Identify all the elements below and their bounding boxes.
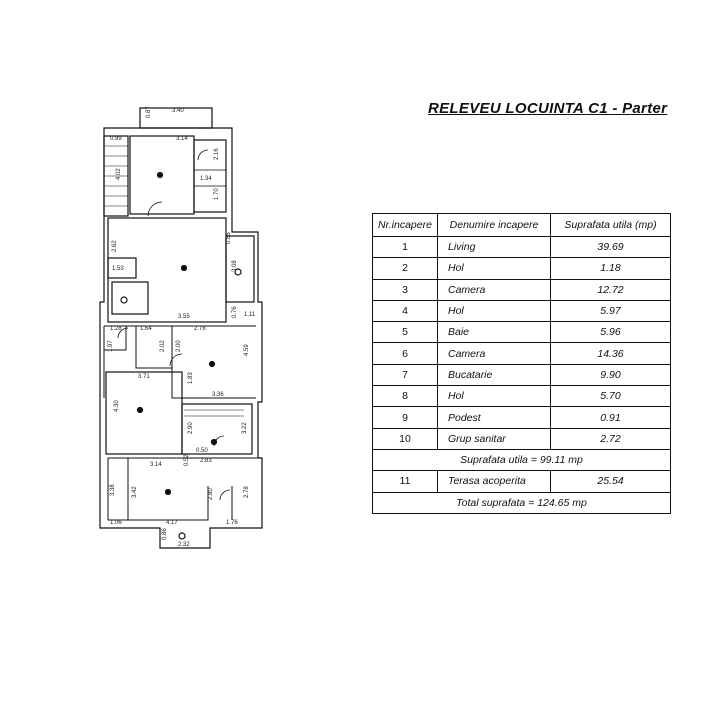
room-name: Bucatarie — [438, 364, 551, 385]
table-row — [373, 258, 671, 279]
page-title: RELEVEU LOCUINTA C1 - Parter — [428, 100, 668, 117]
table-row — [373, 322, 671, 343]
room-name: Camera — [438, 279, 551, 300]
subtotal-row — [373, 449, 671, 470]
table-row — [373, 300, 671, 321]
room-name: Living — [438, 237, 551, 258]
table-row — [373, 279, 671, 300]
dim-label: 1.06 — [110, 520, 122, 526]
dim-label: 4.17 — [166, 520, 178, 526]
room-name: Podest — [438, 407, 551, 428]
dim-label: 2.00 — [176, 340, 182, 352]
room-nr: 3 — [373, 279, 438, 300]
table-row — [373, 407, 671, 428]
table-header-row — [373, 214, 671, 237]
room-area: 5.70 — [551, 386, 671, 407]
dim-label: 3.38 — [110, 484, 116, 496]
dim-label: 3.14 — [150, 462, 162, 468]
room-name: Grup sanitar — [438, 428, 551, 449]
dim-label: 1.11 — [244, 312, 256, 318]
room-area: 12.72 — [551, 279, 671, 300]
dim-label: 0.87 — [146, 106, 152, 118]
room-area: 14.36 — [551, 343, 671, 364]
room-nr: 4 — [373, 300, 438, 321]
dim-label: 0.85 — [226, 232, 232, 244]
room-nr: 8 — [373, 386, 438, 407]
dim-label: 3.71 — [138, 374, 150, 380]
dim-label: 4.59 — [244, 344, 250, 356]
dim-label: 0.99 — [110, 136, 122, 142]
room-area-table — [372, 213, 671, 514]
plan-walls — [100, 108, 262, 548]
dim-label: 0.86 — [162, 528, 168, 540]
dim-label: 3.36 — [212, 392, 224, 398]
column-header-nr: Nr.incapere — [373, 214, 438, 237]
room-name: Baie — [438, 322, 551, 343]
dim-label: 3.40 — [172, 108, 184, 114]
room-name: Hol — [438, 258, 551, 279]
dim-label: 1.76 — [226, 520, 238, 526]
room-area: 5.97 — [551, 300, 671, 321]
dim-label: 0.76 — [232, 306, 238, 318]
table-row — [373, 428, 671, 449]
room-area: 9.90 — [551, 364, 671, 385]
dim-label: 1.70 — [214, 188, 220, 200]
dim-label: 3.14 — [176, 136, 188, 142]
table-row — [373, 471, 671, 492]
dim-label: 3.08 — [232, 260, 238, 272]
dim-label: 2.16 — [214, 148, 220, 160]
dim-label: 1.83 — [188, 372, 194, 384]
dim-label: 2.32 — [178, 542, 190, 548]
room-nr: 2 — [373, 258, 438, 279]
total-text: Total suprafata = 124.65 mp — [373, 492, 671, 513]
subtotal-text: Suprafata utila = 99.11 mp — [373, 449, 671, 470]
room-name: Terasa acoperita — [438, 471, 551, 492]
dim-label: 4.02 — [116, 168, 122, 180]
column-header-area: Suprafata utila (mp) — [551, 214, 671, 237]
room-area: 1.18 — [551, 258, 671, 279]
dim-label: 0.50 — [196, 448, 208, 454]
dim-label: 2.78 — [194, 326, 206, 332]
room-area: 5.96 — [551, 322, 671, 343]
room-nr: 9 — [373, 407, 438, 428]
room-nr: 5 — [373, 322, 438, 343]
table-row — [373, 237, 671, 258]
room-name: Camera — [438, 343, 551, 364]
room-area: 2.72 — [551, 428, 671, 449]
dim-label: 4.30 — [114, 400, 120, 412]
dim-label: 2.62 — [112, 240, 118, 252]
room-area: 39.69 — [551, 237, 671, 258]
table-row — [373, 343, 671, 364]
room-area: 0.91 — [551, 407, 671, 428]
room-nr: 7 — [373, 364, 438, 385]
total-row — [373, 492, 671, 513]
room-nr: 11 — [373, 471, 438, 492]
table-row — [373, 364, 671, 385]
column-header-name: Denumire incapere — [438, 214, 551, 237]
room-name: Hol — [438, 386, 551, 407]
dim-label: 1.64 — [140, 326, 152, 332]
dim-label: 2.90 — [188, 422, 194, 434]
dim-label: 3.55 — [178, 314, 190, 320]
room-name: Hol — [438, 300, 551, 321]
dim-label: 2.83 — [200, 458, 212, 464]
room-nr: 1 — [373, 237, 438, 258]
dim-label: 0.52 — [184, 454, 190, 466]
dim-label: 1.28 — [110, 326, 122, 332]
room-area: 25.54 — [551, 471, 671, 492]
table-row — [373, 386, 671, 407]
dim-label: 3.42 — [132, 486, 138, 498]
dim-label: 1.97 — [108, 340, 114, 352]
dim-label: 2.80 — [208, 488, 214, 500]
dim-label: 2.78 — [244, 486, 250, 498]
dim-label: 3.22 — [242, 422, 248, 434]
dim-label: 1.34 — [200, 176, 212, 182]
room-nr: 6 — [373, 343, 438, 364]
dim-label: 1.53 — [112, 266, 124, 272]
dim-label: 2.02 — [160, 340, 166, 352]
room-nr: 10 — [373, 428, 438, 449]
